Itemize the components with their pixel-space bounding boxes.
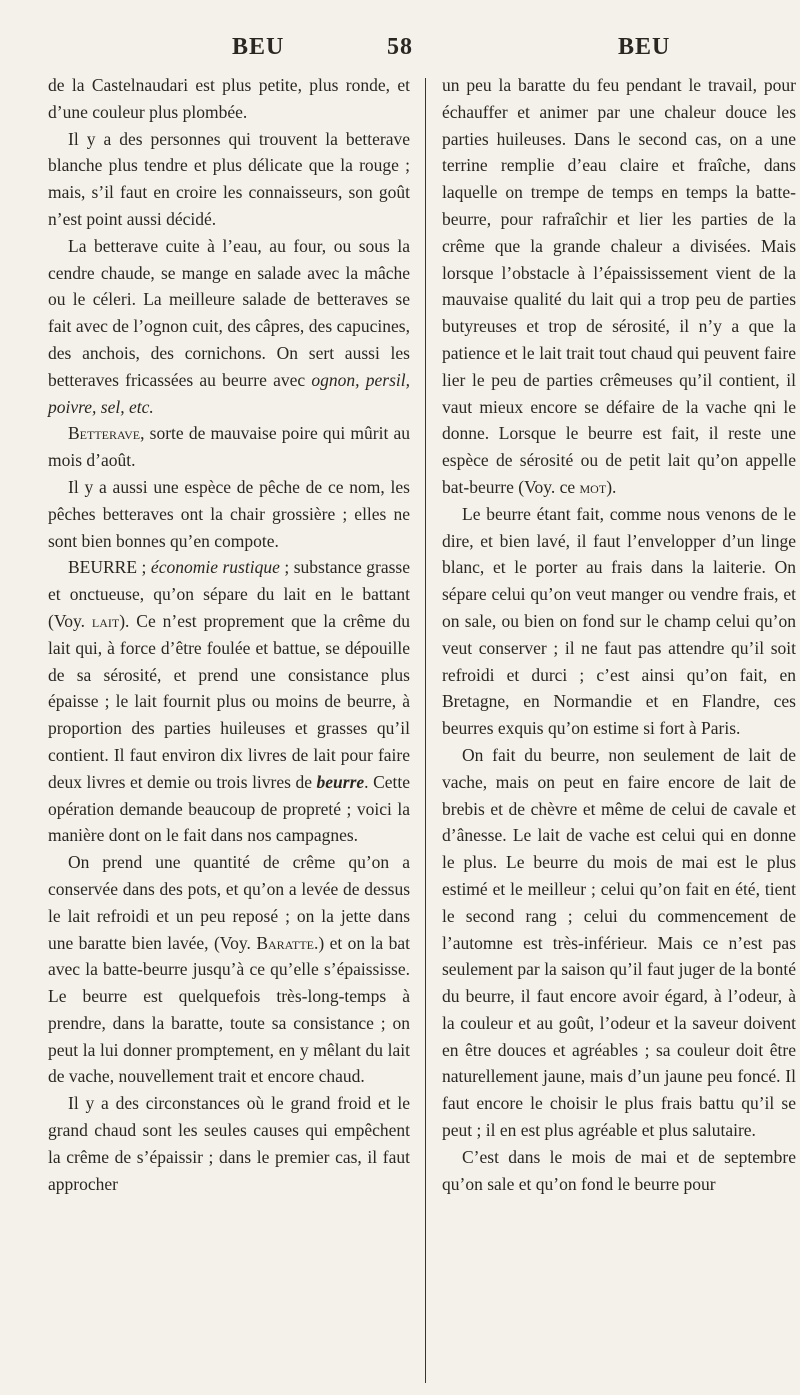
entry-headword: BEURRE xyxy=(68,557,138,578)
entry-headword: Betterave xyxy=(68,423,141,444)
paragraph xyxy=(48,849,410,1090)
paragraph-text: un peu la baratte du feu pendant le travail, pour échauffer et animer par une chaleur douce les parties huileuses. Dans le second cas, on a une terrine remplie d’eau claire et fraîche, dans laquelle on trempe de temps en temps la batte-beurre, pour rafraîchir et lier les parties de la crême que la grande chaleur a divisées. Mais lorsque l’obstacle à l’épaississement vient de la mauvaise qualité du lait qui a trop peu de parties butyreuses et trop de sérosité, il n’y a que la patience et le lait trait tout chaud qui peuvent faire lier le peu de parties crêmeuses qu’il contient, il vaut mieux encore se défaire de la vache qni le donne. Lorsque le beurre est fait, il reste une espèce de sérosité ou de petit lait qu’on appelle bat-beurre (Voy. ce xyxy=(442,75,796,497)
entry-separator: ; xyxy=(137,557,151,578)
emphasis-text: beurre xyxy=(316,771,365,792)
header-left-word: BEU xyxy=(232,34,285,60)
paragraph-text: ). xyxy=(606,476,617,497)
running-header xyxy=(0,34,800,64)
italic-text: ognon, persil, poivre, sel, etc. xyxy=(48,369,410,417)
entry-text: , sorte de mauvaise poire qui mûrit au mois d’août. xyxy=(48,423,410,471)
cross-reference: lait xyxy=(91,610,120,631)
paragraph xyxy=(48,233,410,421)
entry-text: ; substance grasse et onctueuse, qu’on sépare du lait en le battant (Voy. xyxy=(48,557,410,631)
paragraph: C’est dans le mois de mai et de septembre qu’on sale et qu’on fond le beurre pour xyxy=(442,1146,796,1194)
paragraph-text: ) et on la bat avec la batte-beurre jusqu’à ce qu’elle s’épaississe. Le beurre est quelquefois très-long-temps à prendre, dans la baratte, toute sa consistance ; on peut la lui donner promptement, en y mêlant du lait de vache, nouvellement trait et encore chaud. xyxy=(48,932,410,1087)
page-number: 58 xyxy=(387,34,413,60)
paragraph-text: La betterave cuite à l’eau, au four, ou sous la cendre chaude, se mange en salade avec la mâche ou le céleri. La meilleure salade de betteraves se fait avec de l’ognon cuit, des câpres, des capucines, des anchois, des cornichons. On sert aussi les betteraves fricassées au beurre avec xyxy=(48,235,410,390)
right-column xyxy=(442,72,796,1197)
paragraph-continuation xyxy=(442,72,796,501)
entry-beurre xyxy=(48,554,410,849)
paragraph-continuation: de la Castelnaudari est plus petite, plus ronde, et d’une couleur plus plombée. xyxy=(48,75,410,122)
paragraph: Il y a des personnes qui trouvent la betterave blanche plus tendre et plus délicate que la rouge ; mais, s’il faut en croire les connaisseurs, son goût n’est point aussi décidé. xyxy=(48,128,410,229)
header-right-word: BEU xyxy=(618,34,671,60)
cross-reference: mot xyxy=(579,476,607,497)
paragraph: On fait du beurre, non seulement de lait de vache, mais on peut en faire encore de lait de brebis et de chèvre et même de celui de cavale et d’ânesse. Le lait de vache est celui qui en donne le plus. Le beurre du mois de mai est le plus estimé et le meilleur ; celui qu’on fait en été, tient le second rang ; celui du commencement de l’automne est très-inférieur. Mais ce n’est pas seulement par la saison qu’il faut juger de la bonté du beurre, il faut encore avoir égard, à l’odeur, à la couleur et au goût, l’odeur et la saveur doivent en être douces et agréables ; sa couleur doit être naturellement jaune, mais d’un jaune peu foncé. Il faut encore le choisir le plus frais battu qu’il se peut ; il en est plus agréable et plus salutaire. xyxy=(442,744,796,1141)
entry-text: . Cette opération demande beaucoup de propreté ; voici la manière dont on le fait dans nos campagnes. xyxy=(48,771,411,846)
column-divider xyxy=(425,78,426,1383)
paragraph: Le beurre étant fait, comme nous venons de le dire, et bien lavé, il faut l’envelopper d’un linge blanc, et le porter au frais dans la laiterie. On sépare celui qu’on veut manger ou vendre frais, et on sale, ou bien on fond sur le champ celui qu’on veut conserver ; il ne faut pas attendre qu’il soit refroidi et durci ; c’est ainsi qu’on fait, en Bretagne, en Normandie et en Flandre, ces beurres exquis qu’on estime si fort à Paris. xyxy=(442,503,796,739)
left-column xyxy=(48,72,410,1197)
paragraph: Il y a des circonstances où le grand froid et le grand chaud sont les seules causes qui empêchent la crême de s’épaissir ; dans le premier cas, il faut approcher xyxy=(48,1093,410,1194)
entry-category: économie rustique xyxy=(150,557,280,578)
cross-reference: Baratte. xyxy=(256,932,319,953)
paragraph: Il y a aussi une espèce de pêche de ce nom, les pêches betteraves ont la chair grossière ; elles ne sont bien bonnes qu’en compote. xyxy=(48,476,410,551)
paragraph-text: On prend une quantité de crême qu’on a conservée dans des pots, et qu’on a levée de dessus le lait refroidi et un peu reposé ; on la jette dans une baratte bien lavée, (Voy. xyxy=(48,852,410,953)
entry-text: ). Ce n’est proprement que la crême du lait qui, à force d’être foulée et battue, se dépouille de sa sérosité, et prend une consistance plus épaisse ; le lait fournit plus ou moins de beurre, à proportion des parties huileuses et grasses qu’il contient. Il faut environ dix livres de lait pour faire deux livres et demie ou trois livres de xyxy=(48,610,410,792)
entry-betterave-poire xyxy=(48,420,410,474)
